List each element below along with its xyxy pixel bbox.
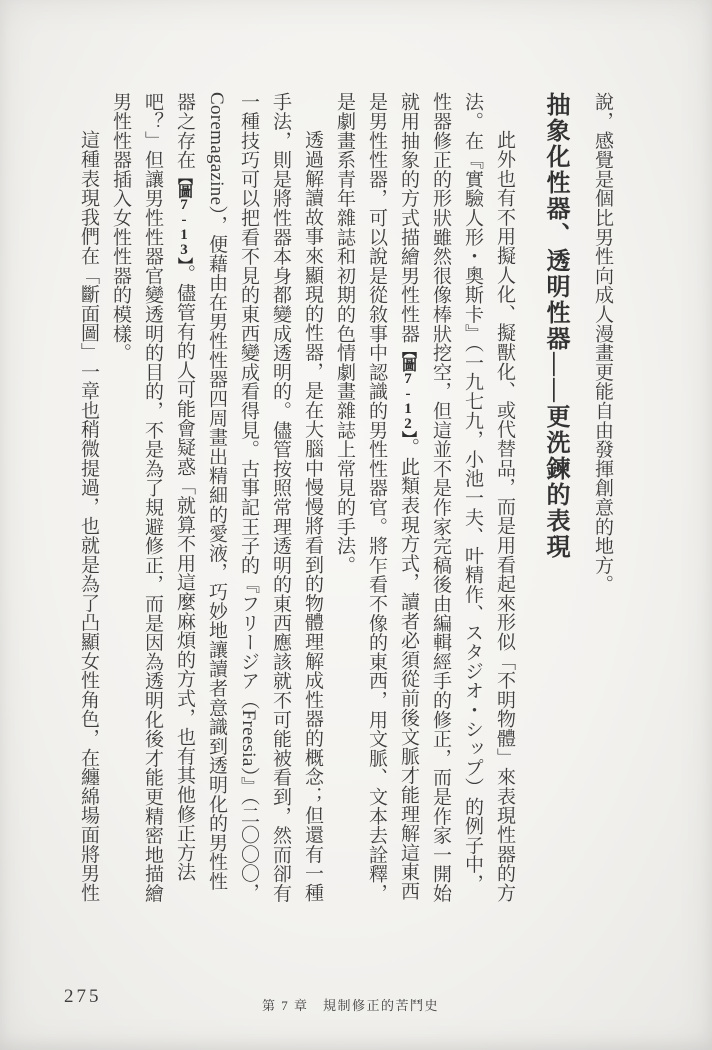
paragraph-2-text-b: 。儘管有的人可能會疑惑「就算不用這麼麻煩的方式，也有其他修正方法吧？」但讓男性性器官變透明的目的，不是為了規避修正，而是因為透明化後才能更精密地描繪男性性器插入女性性器的模樣。	[110, 92, 195, 903]
paragraph-cross-section-reference: 這種表現我們在「斷面圖」一章也稍微提過，也就是為了凸顯女性角色，在纏綿場面將男性	[78, 130, 99, 902]
figure-ref-7-12: 【圖7-12】	[400, 342, 416, 438]
vertical-text-block	[58, 92, 618, 906]
figure-ref-7-13: 【圖7-13】	[176, 169, 192, 264]
chapter-footer: 第 7 章 規制修正的苦鬥史	[262, 998, 440, 1013]
paragraph-2-text-a: 透過解讀故事來顯現的性器，是在大腦中慢慢將看到的物體理解成性器的概念；但還有一種手法，則是將性器本身都變成透明的。儘管按照常理透明的東西應該就不可能被看到，然而卻有一種技巧可以把看不見的東西變成看得見。古事記王子的『フリージア（Freesia）』（二〇〇〇，Coremagazine），便藉由在男性性器四周畫出精細的愛液，巧妙地讓讀者意識到透明化的男性性器之存在	[174, 92, 323, 903]
paragraph-intro-continuation: 說，感覺是個比男性向成人漫畫更能自由發揮創意的地方。	[592, 92, 613, 594]
section-heading: 抽象化性器、透明性器——更洗鍊的表現	[542, 92, 568, 560]
paragraph-1-text-b: 。此類表現方式，讀者必須從前後文脈才能理解這東西是男性性器，可以說是從敘事中認識的男性性器官。將乍看不像的東西，用文脈、文本去詮釋，是劇畫系青年雜誌和初期的色情劇畫雜誌上常見的手法。	[334, 92, 419, 903]
paragraph-1-text-a: 此外也有不用擬人化、擬獸化、或代替品，而是用看起來形似「不明物體」來表現性器的方法。在『實驗人形・奧斯卡』（一九七九，小池一夫、叶精作、スタジオ・シップ）的例子中，性器修正的形狀雖然很像棒狀挖空，但這並不是作家完稿後由編輯經手的修正，而是作家一開始就用抽象的方式描繪男性性器	[398, 92, 515, 903]
page-number: 275	[64, 986, 102, 1007]
paragraph-abstract-genitalia	[328, 92, 520, 906]
paragraph-transparent-genitalia	[104, 92, 328, 906]
